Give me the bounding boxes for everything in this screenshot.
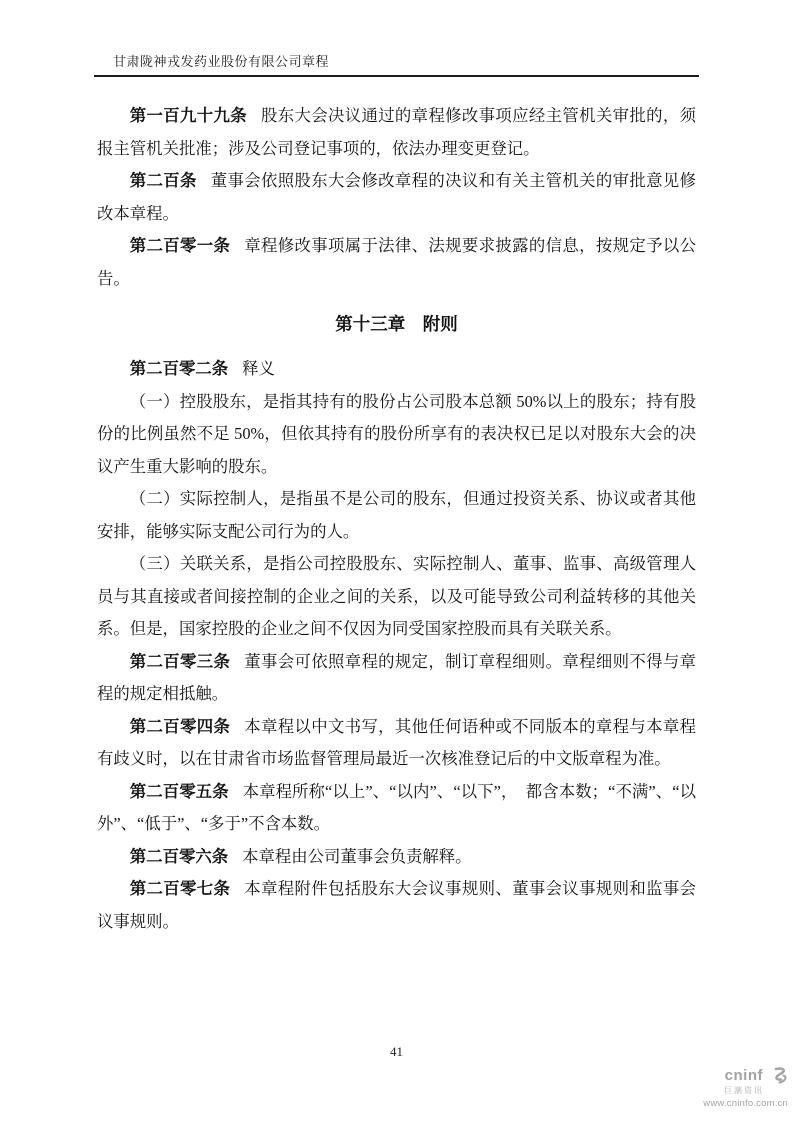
- definition-item-2: [97, 483, 696, 548]
- cninfo-brand-text: cninf: [724, 1066, 763, 1084]
- definition-item-2-text: （二）实际控制人，是指虽不是公司的股东，但通过投资关系、协议或者其他安排，能够实际支配公司行为的人。: [97, 489, 696, 541]
- article-199-number: 第一百九十九条: [129, 106, 248, 125]
- article-205-number: 第二百零五条: [129, 781, 229, 801]
- article-204-text: 本章程以中文书写，其他任何语种或不同版本的章程与本章程有歧义时，以在甘肃省市场监督管理局最近一次核准登记后的中文版章程为准。: [97, 716, 697, 768]
- article-204: [97, 711, 696, 776]
- header-title: 甘肃陇神戎发药业股份有限公司章程: [113, 54, 330, 69]
- cninfo-brand-row: [725, 1066, 788, 1086]
- article-201-text: 章程修改事项属于法律、法规要求披露的信息，按规定予以公告。: [97, 236, 697, 288]
- definition-item-1-text: （一）控股股东，是指其持有的股份占公司股本总额 50%以上的股东；持有股份的比例虽然不足 50%，但依其持有的股份所享有的表决权已足以对股东大会的决议产生重大影响的股东。: [97, 391, 696, 476]
- article-202-text: 释义: [242, 359, 275, 378]
- article-207-text: 本章程附件包括股东大会议事规则、董事会议事规则和监事会议事规则。: [97, 879, 697, 931]
- chapter-heading: 第十三章 附则: [335, 314, 458, 334]
- article-202-number: 第二百零二条: [129, 359, 229, 378]
- article-206-number: 第二百零六条: [129, 846, 229, 866]
- article-199-text: 股东大会决议通过的章程修改事项应经主管机关审批的，须报主管机关批准；涉及公司登记事项的，依法办理变更登记。: [97, 106, 697, 158]
- article-203-number: 第二百零三条: [129, 651, 231, 671]
- article-203-text: 董事会可依照章程的规定，制订章程细则。章程细则不得与章程的规定相抵触。: [97, 651, 697, 703]
- article-205-text: 本章程所称“以上”、“以内”、“以下”， 都含本数；“不满”、“以外”、“低于”、“多于”不含本数。: [97, 781, 696, 833]
- article-206: [97, 841, 696, 874]
- cninfo-swirl-icon: [764, 1066, 788, 1086]
- article-200-number: 第二百条: [129, 171, 197, 190]
- cninfo-chinese-name: 巨潮资讯: [724, 1085, 764, 1095]
- definition-item-3: [97, 548, 696, 646]
- article-207: [97, 873, 696, 938]
- article-199: [97, 100, 696, 165]
- definition-item-3-text: （三）关联关系，是指公司控股股东、实际控制人、董事、监事、高级管理人员与其直接或者间接控制的企业之间的关系，以及可能导致公司利益转移的其他关系。但是，国家控股的企业之间不仅因为同受国家控股而具有关联关系。: [97, 554, 696, 638]
- definition-item-1: [97, 386, 696, 484]
- article-201: [97, 230, 696, 295]
- cninfo-url: www.cninfo.com.cn: [703, 1097, 788, 1109]
- cninfo-watermark: [703, 1066, 788, 1109]
- page-number: 41: [390, 1044, 403, 1059]
- article-204-number: 第二百零四条: [129, 716, 231, 736]
- article-203: [97, 646, 696, 711]
- article-201-number: 第二百零一条: [129, 236, 231, 255]
- document-body: [97, 100, 696, 938]
- article-206-text: 本章程由公司董事会负责解释。: [242, 846, 472, 866]
- article-202: [97, 353, 696, 386]
- article-200-text: 董事会依照股东大会修改章程的决议和有关主管机关的审批意见修改本章程。: [97, 171, 696, 223]
- article-207-number: 第二百零七条: [129, 879, 231, 898]
- article-200: [97, 165, 696, 230]
- article-205: [97, 776, 696, 841]
- page-header: [94, 0, 699, 77]
